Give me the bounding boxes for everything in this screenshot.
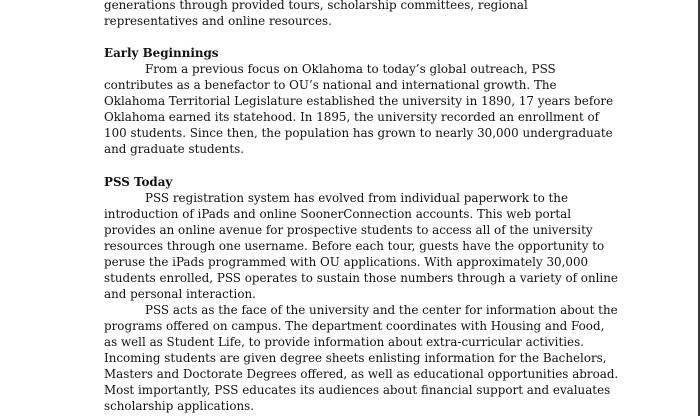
- paragraph-line: Oklahoma Territorial Legislature established the university in 1890, 17 years before: [104, 94, 614, 109]
- section-heading-pss-today: PSS Today: [104, 174, 173, 189]
- paragraph-line: and personal interaction.: [104, 286, 256, 301]
- intro-line: generations through provided tours, scholarship committees, regional: [104, 0, 528, 12]
- paragraph-line: introduction of iPads and online SoonerConnection accounts. This web portal: [104, 206, 572, 221]
- paragraph-line: students enrolled, PSS operates to sustain those numbers through a variety of online: [104, 270, 618, 285]
- paragraph-line: PSS registration system has evolved from individual paperwork to the: [145, 190, 568, 205]
- paragraph-line: scholarship applications.: [104, 399, 255, 414]
- intro-line: representatives and online resources.: [104, 14, 332, 29]
- paragraph-line: provides an online avenue for prospective students to access all of the university: [104, 222, 593, 237]
- paragraph-line: as well as Student Life, to provide information about extra-curricular activities.: [104, 334, 584, 349]
- paragraph-line: Masters and Doctorate Degrees offered, as well as educational opportunities abroad.: [104, 367, 619, 382]
- paragraph-line: programs offered on campus. The department coordinates with Housing and Food,: [104, 318, 605, 333]
- paragraph-line: Oklahoma earned its statehood. In 1895, the university recorded an enrollment of: [104, 110, 600, 125]
- paragraph-line: 100 students. Since then, the population has grown to nearly 30,000 undergraduate: [104, 126, 613, 141]
- paragraph-line: and graduate students.: [104, 142, 244, 157]
- paragraph-line: contributes as a benefactor to OU’s national and international growth. The: [104, 78, 557, 93]
- paragraph-line: PSS acts as the face of the university and the center for information about the: [145, 302, 618, 317]
- paragraph-line: Most importantly, PSS educates its audiences about financial support and evaluates: [104, 383, 611, 398]
- section-heading-early-beginnings: Early Beginnings: [104, 46, 219, 61]
- document-body: [104, 0, 619, 414]
- paragraph-line: From a previous focus on Oklahoma to today’s global outreach, PSS: [145, 62, 556, 77]
- paragraph-line: Incoming students are given degree sheets enlisting information for the Bachelors,: [104, 351, 607, 366]
- paragraph-line: resources through one username. Before each tour, guests have the opportunity to: [104, 238, 605, 253]
- paragraph-line: peruse the iPads programmed with OU applications. With approximately 30,000: [104, 254, 589, 269]
- paragraph-gap: [104, 29, 596, 45]
- paragraph-gap: [104, 157, 596, 173]
